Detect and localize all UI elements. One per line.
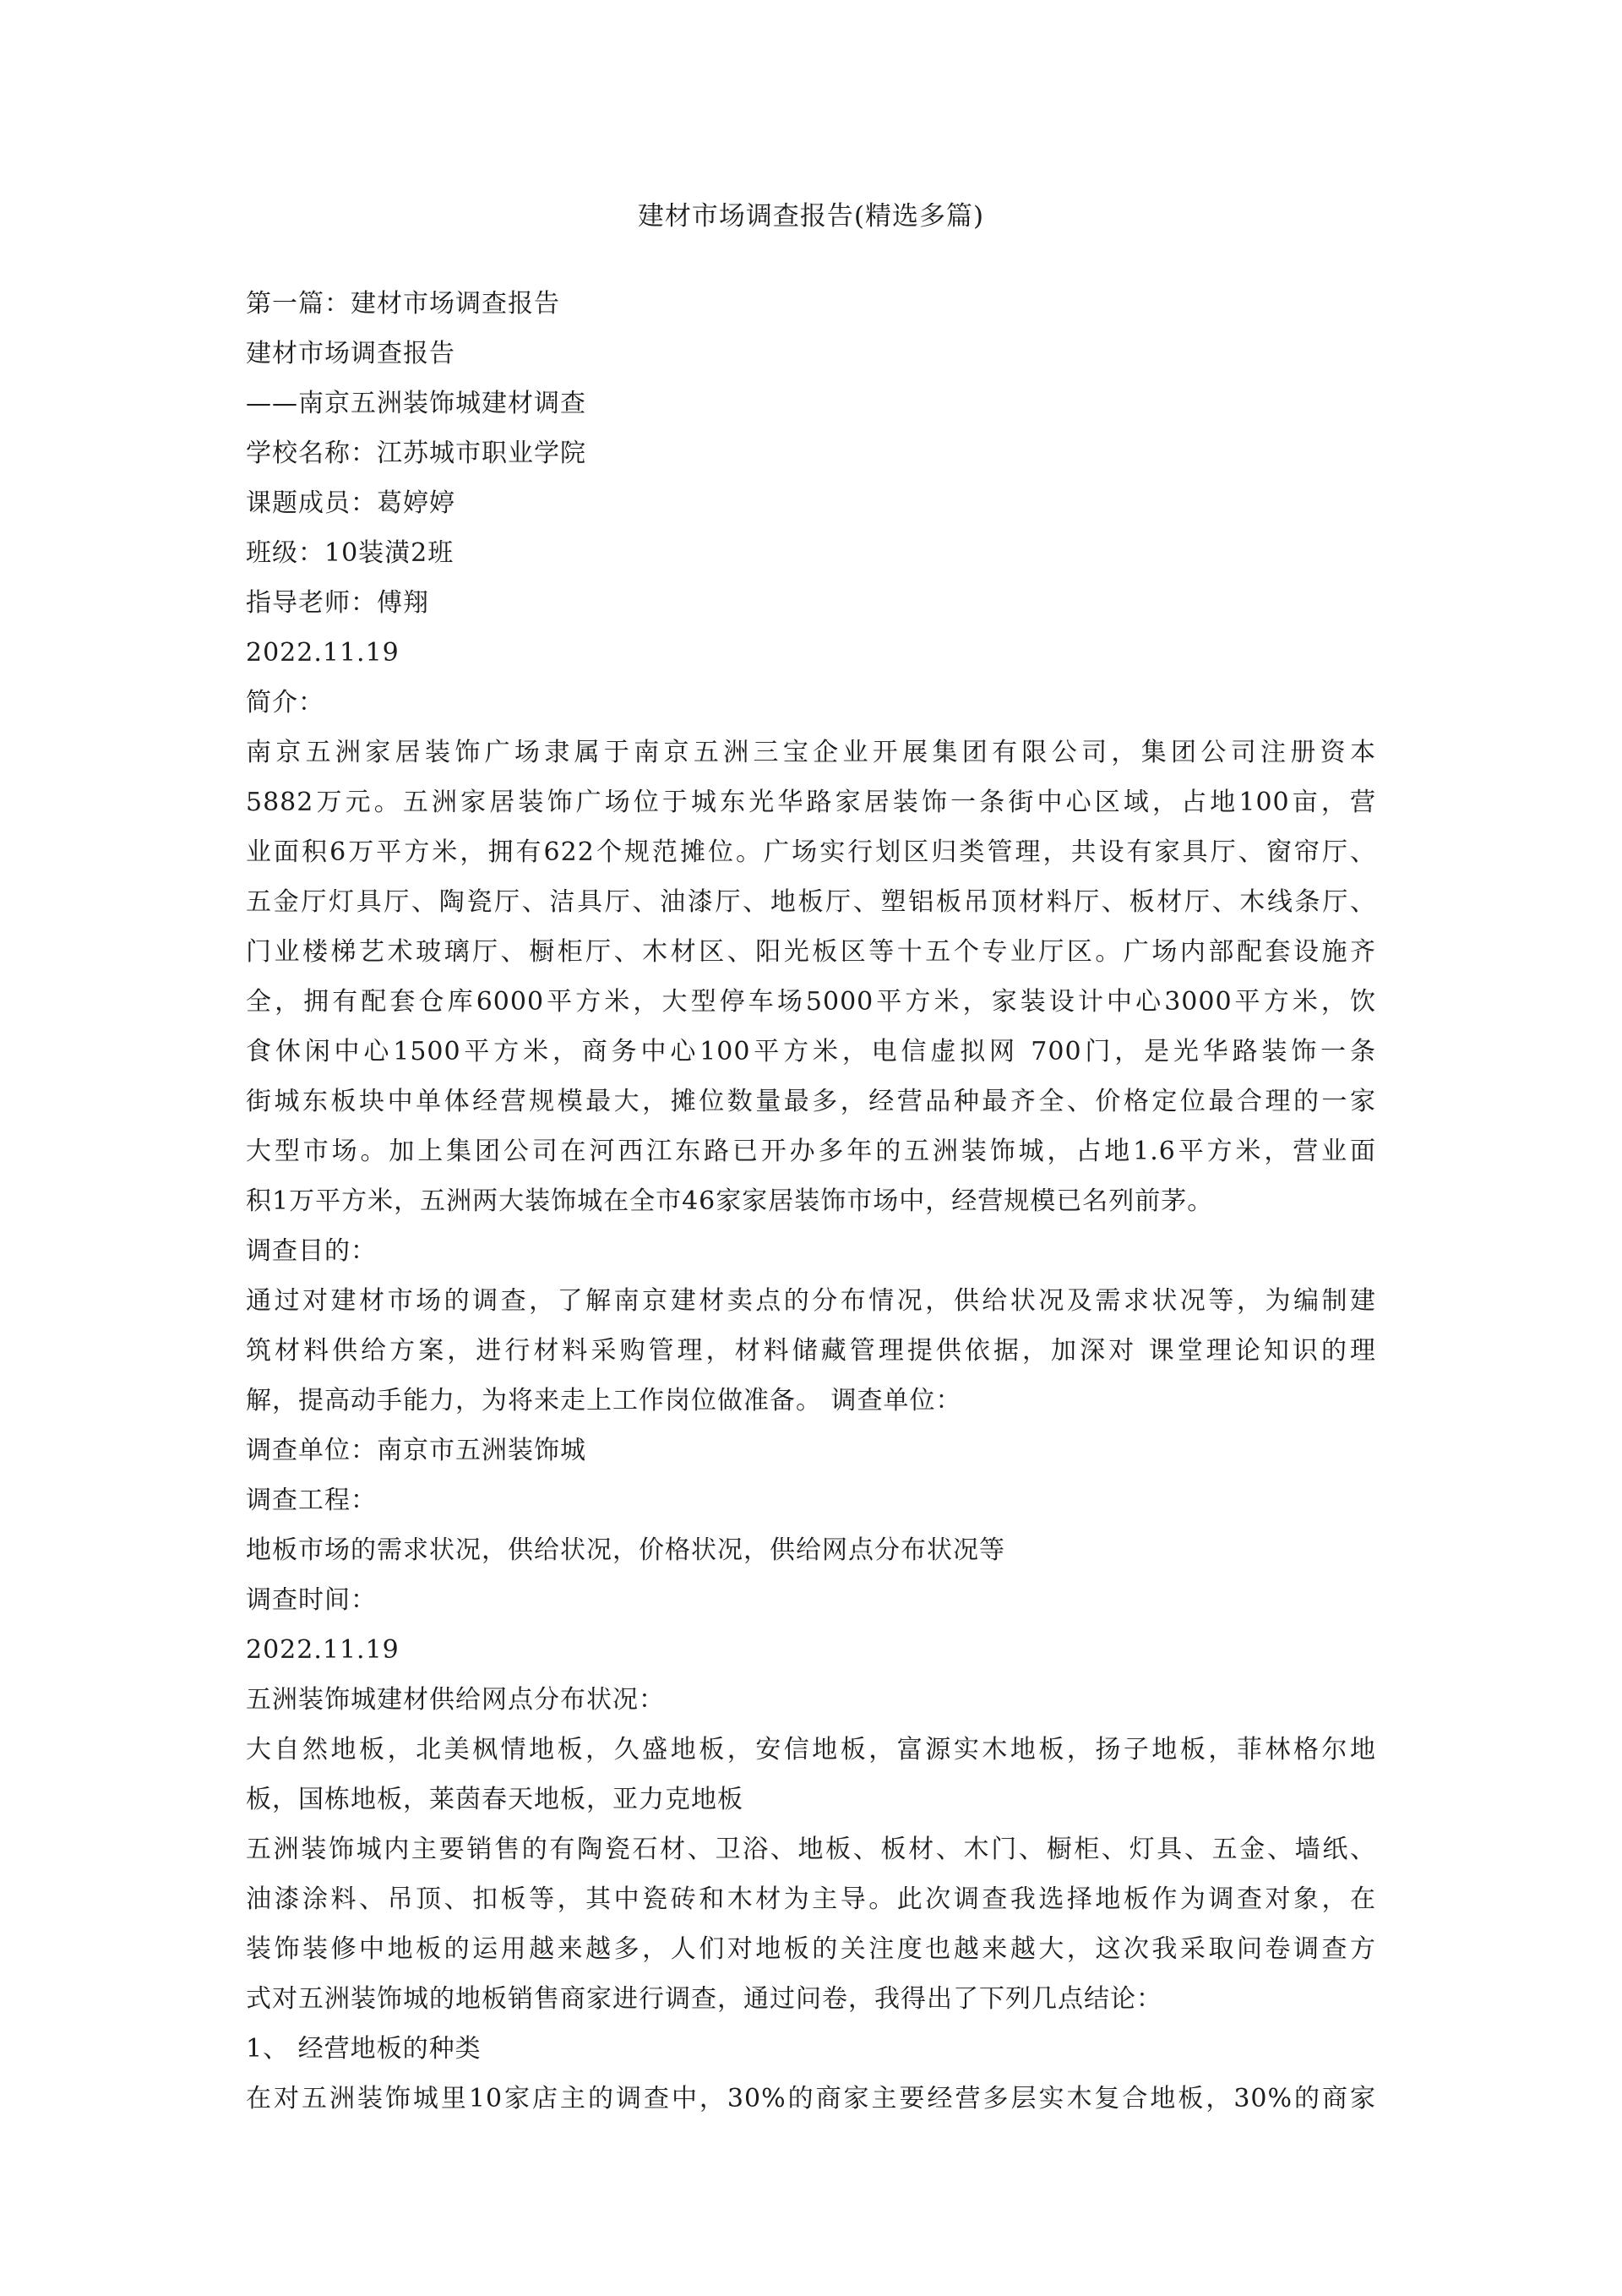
paragraph-line: 五金厅灯具厅、陶瓷厅、洁具厅、油漆厅、地板厅、塑铝板吊顶材料厅、板材厅、木线条厅、 — [246, 887, 1376, 917]
section-heading: 1、 经营地板的种类 — [246, 2034, 482, 2064]
text-line: 地板市场的需求状况，供给状况，价格状况，供给网点分布状况等 — [246, 1535, 1005, 1565]
paragraph-line: 全，拥有配套仓库6000平方米，大型停车场5000平方米，家装设计中心3000平方米，饮 — [246, 987, 1376, 1017]
paragraph-line: 大型市场。加上集团公司在河西江东路已开办多年的五洲装饰城，占地1.6平方米，营业面 — [246, 1137, 1376, 1166]
brands-paragraph — [246, 1725, 1376, 1824]
paragraph-line: 积1万平方米，五洲两大装饰城在全市46家家居装饰市场中，经营规模已名列前茅。 — [246, 1186, 1214, 1216]
text-line: 第一篇：建材市场调查报告 — [246, 289, 560, 319]
text-line: 调查单位：南京市五洲装饰城 — [246, 1436, 586, 1465]
text-line: 学校名称：江苏城市职业学院 — [246, 439, 586, 468]
paragraph-line: 油漆涂料、吊顶、扣板等，其中瓷砖和木材为主导。此次调查我选择地板作为调查对象，在 — [246, 1884, 1376, 1914]
intro-paragraph — [246, 728, 1376, 1226]
paragraph-line: 五洲装饰城内主要销售的有陶瓷石材、卫浴、地板、板材、木门、橱柜、灯具、五金、墙纸、 — [246, 1835, 1376, 1864]
text-line: 简介： — [246, 688, 324, 717]
paragraph-line: 街城东板块中单体经营规模最大，摊位数量最多，经营品种最齐全、价格定位最合理的一家 — [246, 1087, 1376, 1116]
paragraph-line: 式对五洲装饰城的地板销售商家进行调查，通过问卷，我得出了下列几点结论： — [246, 1984, 1162, 2014]
document-title: 建材市场调查报告(精选多篇) — [637, 201, 985, 232]
paragraph-line: 门业楼梯艺术玻璃厅、橱柜厅、木材区、阳光板区等十五个专业厅区。广场内部配套设施齐 — [246, 937, 1376, 967]
paragraph-line: 大自然地板，北美枫情地板，久盛地板，安信地板，富源实木地板，扬子地板，菲林格尔地 — [246, 1735, 1376, 1764]
paragraph-line: 食休闲中心1500平方米，商务中心100平方米，电信虚拟网 700门，是光华路装饰一条 — [246, 1037, 1376, 1066]
text-line: 班级：10装潢2班 — [246, 538, 454, 568]
text-line: 指导老师：傅翔 — [246, 588, 429, 618]
purpose-paragraph — [246, 1276, 1376, 1426]
text-line: 课题成员：葛婷婷 — [246, 488, 455, 518]
paragraph-line: 南京五洲家居装饰广场隶属于南京五洲三宝企业开展集团有限公司，集团公司注册资本 — [246, 738, 1376, 767]
paragraph-line: 业面积6万平方米，拥有622个规范摊位。广场实行划区归类管理，共设有家具厅、窗帘厅、 — [246, 837, 1376, 867]
document-body — [246, 279, 1376, 2124]
paragraph-line: 装饰装修中地板的运用越来越多，人们对地板的关注度也越来越大，这次我采取问卷调查方 — [246, 1934, 1376, 1964]
text-line: 2022.11.19 — [246, 1635, 400, 1665]
text-line: 五洲装饰城建材供给网点分布状况： — [246, 1685, 665, 1715]
text-line: 2022.11.19 — [246, 638, 400, 668]
paragraph-line: 5882万元。五洲家居装饰广场位于城东光华路家居装饰一条街中心区域，占地100亩，营 — [246, 788, 1376, 817]
paragraph-line: 在对五洲装饰城里10家店主的调查中，30%的商家主要经营多层实木复合地板，30%的商家 — [246, 2084, 1376, 2113]
text-line: 调查时间： — [246, 1585, 377, 1615]
section1-paragraph — [246, 2074, 1376, 2124]
purpose-heading: 调查目的： — [246, 1236, 377, 1266]
paragraph-line: 通过对建材市场的调查，了解南京建材卖点的分布情况，供给状况及需求状况等，为编制建 — [246, 1286, 1376, 1316]
paragraph-line: 板，国栋地板，莱茵春天地板，亚力克地板 — [246, 1785, 743, 1814]
products-paragraph — [246, 1824, 1376, 2024]
text-line: 调查工程： — [246, 1486, 377, 1515]
paragraph-line: 解，提高动手能力，为将来走上工作岗位做准备。 调查单位： — [246, 1386, 962, 1415]
text-line: ——南京五洲装饰城建材调查 — [246, 389, 586, 418]
paragraph-line: 筑材料供给方案，进行材料采购管理，材料储藏管理提供依据，加深对 课堂理论知识的理 — [246, 1336, 1376, 1366]
text-line: 建材市场调查报告 — [246, 339, 455, 368]
